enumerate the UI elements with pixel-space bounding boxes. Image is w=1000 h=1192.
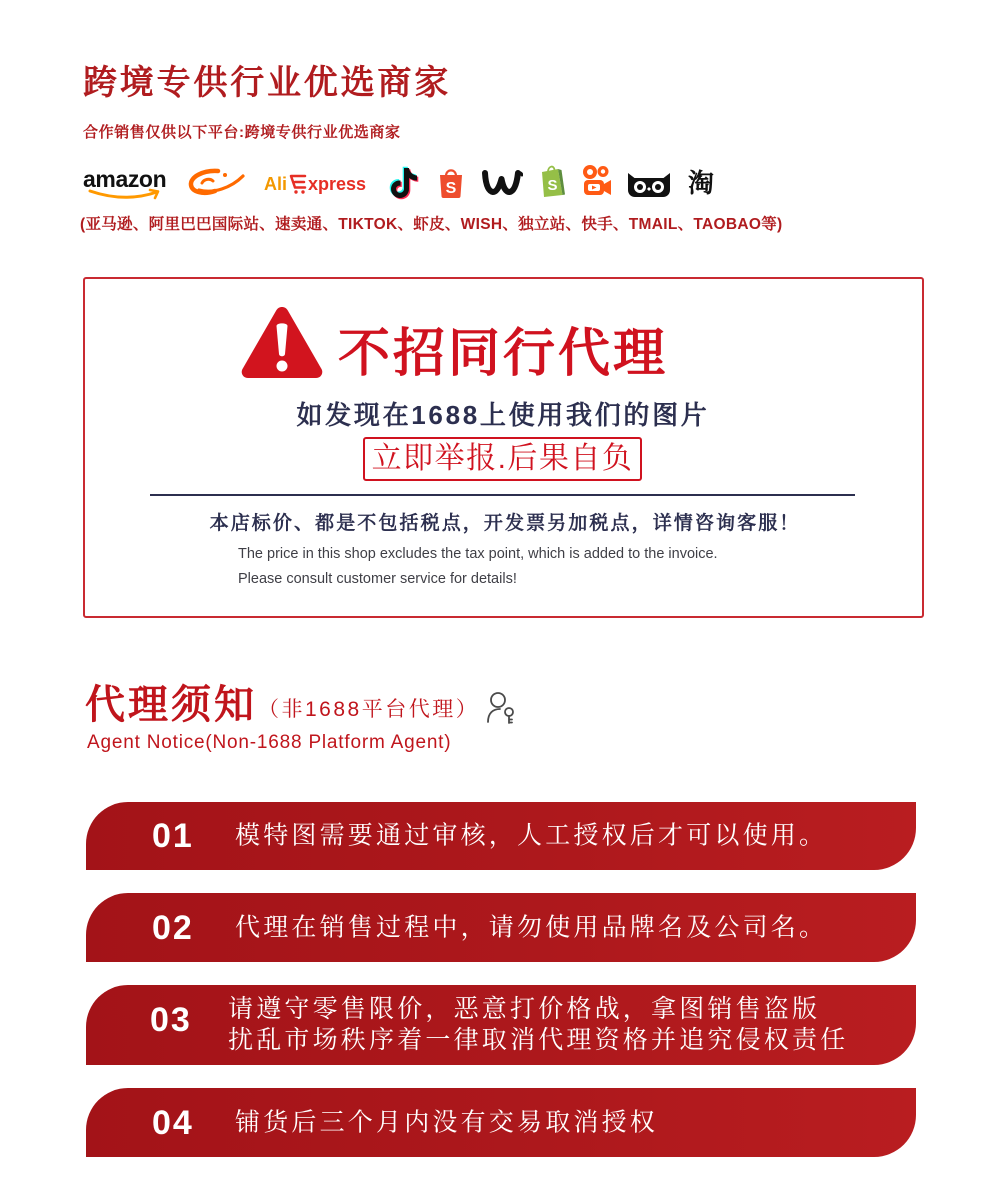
taobao-logo: 淘: [688, 168, 715, 198]
amazon-smile-icon: [87, 188, 167, 202]
platform-subtitle: 合作销售仅供以下平台:跨境专供行业优选商家: [83, 124, 401, 141]
rule-text-line: 铺货后三个月内没有交易取消授权: [235, 1108, 659, 1136]
notice-divider: [150, 494, 855, 496]
agent-rule-banner: [86, 1088, 916, 1157]
no-agent-headline: 不招同行代理: [338, 325, 669, 383]
agent-section-title: 代理须知: [85, 683, 257, 727]
tax-notice-cn: 本店标价、都是不包括税点，开发票另加税点，详情咨询客服！: [209, 513, 801, 534]
rule-text-line: 扰乱市场秩序着一律取消代理资格并追究侵权责任: [228, 1026, 849, 1054]
aliexpress-xpress-text: xpress: [308, 174, 367, 194]
alibaba-logo: [185, 166, 247, 200]
shopee-logo-letter: S: [445, 180, 457, 197]
aliexpress-cart-icon: [289, 173, 307, 195]
agent-rule-banner: [86, 893, 916, 962]
wish-logo: [481, 168, 523, 198]
tmall-logo: [626, 172, 672, 198]
aliexpress-logo: [264, 172, 366, 196]
rule-number: 02: [152, 908, 194, 947]
agent-section-note: （非1688平台代理）: [258, 698, 480, 721]
agent-rule-banner: [86, 802, 916, 870]
shopify-logo-letter: S: [547, 177, 558, 194]
rule-text: [228, 994, 848, 1056]
kuaishou-logo: [581, 163, 613, 198]
platform-list-text: (亚马逊、阿里巴巴国际站、速卖通、TIKTOK、虾皮、WISH、独立站、快手、TMAIL、TAOBAO等): [80, 216, 783, 233]
report-warning-badge: 立即举报.后果自负: [363, 437, 642, 481]
aliexpress-ali-text: Ali: [264, 174, 288, 194]
shopify-logo: [538, 163, 566, 198]
tax-notice-en-line: The price in this shop excludes the tax point, which is added to the invoice.: [238, 546, 718, 562]
shopee-logo: [437, 165, 465, 200]
no-agent-notice-box: [83, 277, 924, 618]
warning-triangle-icon: [240, 304, 324, 380]
tiktok-logo: [387, 165, 421, 201]
rule-text-line: 请遵守零售限价，恶意打价格战，拿图销售盗版: [228, 995, 821, 1023]
page-title: 跨境专供行业优选商家: [83, 64, 451, 102]
amazon-logo-text: amazon: [83, 166, 167, 192]
rule-number: 04: [152, 1103, 194, 1142]
tax-notice-en-line: Please consult customer service for details!: [238, 571, 517, 587]
agent-section-subtitle: Agent Notice(Non-1688 Platform Agent): [87, 732, 452, 753]
rule-number: 03: [150, 1001, 192, 1039]
rule-number: 01: [152, 817, 194, 855]
rule-text: [235, 821, 827, 852]
rule-text-line: 模特图需要通过审核，人工授权后才可以使用。: [235, 821, 828, 850]
rule-text: [235, 912, 827, 943]
image-use-warning: 如发现在1688上使用我们的图片: [296, 400, 710, 430]
rule-text: [235, 1107, 658, 1138]
amazon-logo: [83, 166, 175, 204]
person-key-icon: [486, 690, 518, 724]
agent-rule-banner: [86, 985, 916, 1065]
rule-text-line: 代理在销售过程中，请勿使用品牌名及公司名。: [235, 913, 828, 941]
